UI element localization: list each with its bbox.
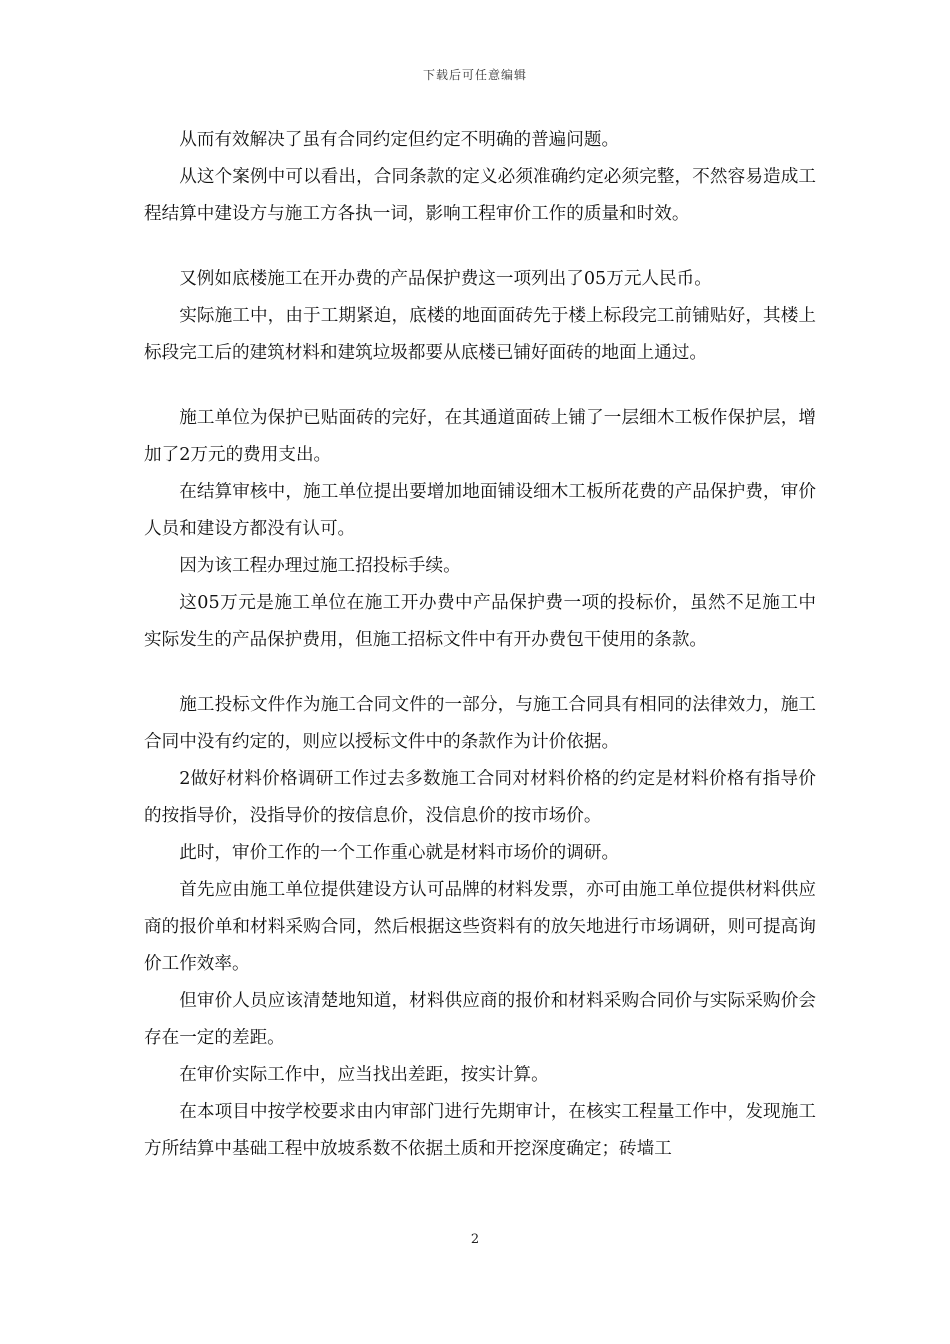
paragraph: 在结算审核中，施工单位提出要增加地面铺设细木工板所花费的产品保护费，审价人员和建设方都没有认可。 — [144, 482, 816, 539]
paragraph: 2做好材料价格调研工作过去多数施工合同对材料价格的约定是材料价格有指导价的按指导价，没指导价的按信息价，没信息价的按市场价。 — [144, 769, 816, 826]
paragraph: 因为该工程办理过施工招投标手续。 — [179, 556, 461, 576]
paragraph: 但审价人员应该清楚地知道，材料供应商的报价和材料采购合同价与实际采购价会存在一定的差距。 — [144, 991, 816, 1048]
paragraph: 在本项目中按学校要求由内审部门进行先期审计，在核实工程量工作中，发现施工方所结算中基础工程中放坡系数不依据土质和开挖深度确定；砖墙工 — [144, 1102, 816, 1159]
paragraph: 施工单位为保护已贴面砖的完好，在其通道面砖上铺了一层细木工板作保护层，增加了2万元的费用支出。 — [144, 408, 816, 465]
page-header: 下载后可任意编辑 — [422, 68, 527, 82]
paragraph: 在审价实际工作中，应当找出差距，按实计算。 — [179, 1065, 549, 1085]
paragraph: 又例如底楼施工在开办费的产品保护费这一项列出了05万元人民币。 — [179, 269, 712, 289]
paragraph: 从而有效解决了虽有合同约定但约定不明确的普遍问题。 — [179, 130, 620, 150]
paragraph: 实际施工中，由于工期紧迫，底楼的地面面砖先于楼上标段完工前铺贴好，其楼上标段完工后的建筑材料和建筑垃圾都要从底楼已铺好面砖的地面上通过。 — [144, 306, 816, 363]
paragraph: 从这个案例中可以看出，合同条款的定义必须准确约定必须完整，不然容易造成工程结算中建设方与施工方各执一词，影响工程审价工作的质量和时效。 — [144, 167, 816, 224]
paragraph: 这05万元是施工单位在施工开办费中产品保护费一项的投标价，虽然不足施工中实际发生的产品保护费用，但施工招标文件中有开办费包干使用的条款。 — [144, 593, 816, 650]
document-body — [144, 122, 816, 1168]
page-number: 2 — [470, 1232, 480, 1247]
paragraph: 首先应由施工单位提供建设方认可品牌的材料发票，亦可由施工单位提供材料供应商的报价单和材料采购合同，然后根据这些资料有的放矢地进行市场调研，则可提高询价工作效率。 — [144, 880, 816, 974]
paragraph: 施工投标文件作为施工合同文件的一部分，与施工合同具有相同的法律效力，施工合同中没有约定的，则应以授标文件中的条款作为计价依据。 — [144, 695, 816, 752]
paragraph: 此时，审价工作的一个工作重心就是材料市场价的调研。 — [179, 843, 620, 863]
